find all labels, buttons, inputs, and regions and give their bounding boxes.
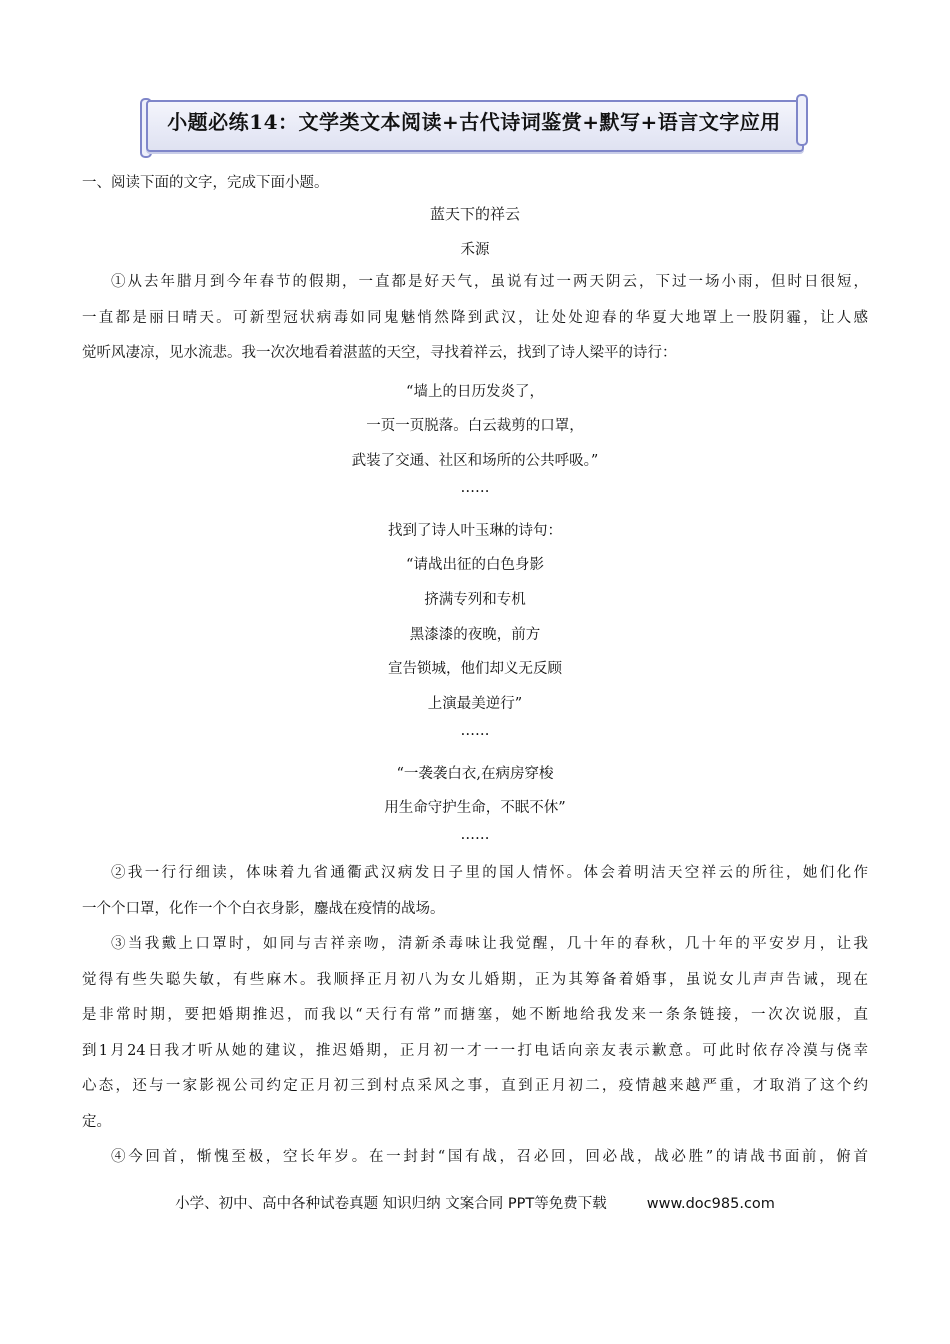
- paragraph-1: [82, 265, 868, 372]
- text-line: 是非常时期，要把婚期推迟，而我以“天行有常”而搪塞，她不断地给我发来一条条链接，一次次说服，直: [82, 1007, 868, 1023]
- page-title: 小题必练14：文学类文本阅读+古代诗词鉴赏+默写+语言文字应用: [167, 110, 781, 134]
- poem-line: “请战出征的白色身影: [406, 557, 544, 573]
- page-footer: [0, 1192, 950, 1213]
- text-line: 心态，还与一家影视公司约定正月初三到村点采风之事，直到正月初二，疫情越来越严重，才取消了这个约: [82, 1078, 868, 1094]
- text-line: 觉得有些失聪失敏，有些麻木。我顺择正月初八为女儿婚期，正为其筹备着婚事，虽说女儿声声告诫，现在: [82, 971, 868, 988]
- ellipsis: ……: [460, 723, 490, 739]
- text-line: 到1月24日我才听从她的建议，推迟婚期，正月初一才一一打电话向亲友表示歉意。可此时依存冷漠与侥幸: [82, 1042, 868, 1059]
- poem-line: 一页一页脱落。白云裁剪的口罩，: [366, 418, 584, 434]
- poem-line: 挤满专列和专机: [424, 592, 526, 608]
- poem-line: “一袭袭白衣,在病房穿梭: [396, 766, 554, 782]
- bridge-line: 找到了诗人叶玉琳的诗句：: [388, 523, 562, 539]
- poem-line: 用生命守护生命，不眠不休”: [384, 800, 566, 816]
- text-line: 一个个口罩，化作一个个白衣身影，鏖战在疫情的战场。: [82, 900, 445, 917]
- poem-line: 宣告锁城，他们却义无反顾: [388, 661, 562, 677]
- question-intro: 一、阅读下面的文字，完成下面小题。: [82, 175, 329, 191]
- text-line: 一直都是丽日晴天。可新型冠状病毒如同鬼魅悄然降到武汉，让处处迎春的华夏大地罩上一股阴霾，让人感: [82, 309, 868, 326]
- paragraph-4: [82, 1140, 868, 1176]
- text-line: ③当我戴上口罩时，如同与吉祥亲吻，清新杀毒味让我觉醒，几十年的春秋，几十年的平安岁月，让我: [111, 936, 868, 952]
- footer-text: 小学、初中、高中各种试卷真题 知识归纳 文案合同 PPT等免费下载: [175, 1196, 607, 1212]
- poem-line: “墙上的日历发炎了，: [406, 384, 544, 400]
- article-author: 禾源: [460, 242, 490, 258]
- text-line: 定。: [82, 1113, 111, 1130]
- footer-site[interactable]: www.doc985.com: [646, 1196, 775, 1212]
- title-banner: [140, 96, 808, 154]
- text-line: ①从去年腊月到今年春节的假期，一直都是好天气，虽说有过一两天阴云，下过一场小雨，但时日很短，: [111, 274, 868, 290]
- text-line: ④今回首，惭愧至极，空长年岁。在一封封“国有战，召必回，回必战，战必胜”的请战书面前，俯首: [111, 1149, 868, 1165]
- paragraph-3: [82, 927, 868, 1140]
- poem-line: 武装了交通、社区和场所的公共呼吸。”: [351, 453, 599, 469]
- poem-line: 黑漆漆的夜晚，前方: [409, 627, 541, 643]
- poem-line: 上演最美逆行”: [427, 696, 523, 712]
- ellipsis: ……: [460, 827, 490, 843]
- ellipsis: ……: [460, 480, 490, 496]
- text-line: 觉听风凄凉，见水流悲。我一次次地看着湛蓝的天空，寻找着祥云，找到了诗人梁平的诗行：: [82, 345, 677, 361]
- article-title: 蓝天下的祥云: [429, 205, 520, 223]
- paragraph-2: [82, 856, 868, 927]
- text-line: ②我一行行细读，体味着九省通衢武汉病发日子里的国人情怀。体会着明洁天空祥云的所往，她们化作: [111, 865, 868, 881]
